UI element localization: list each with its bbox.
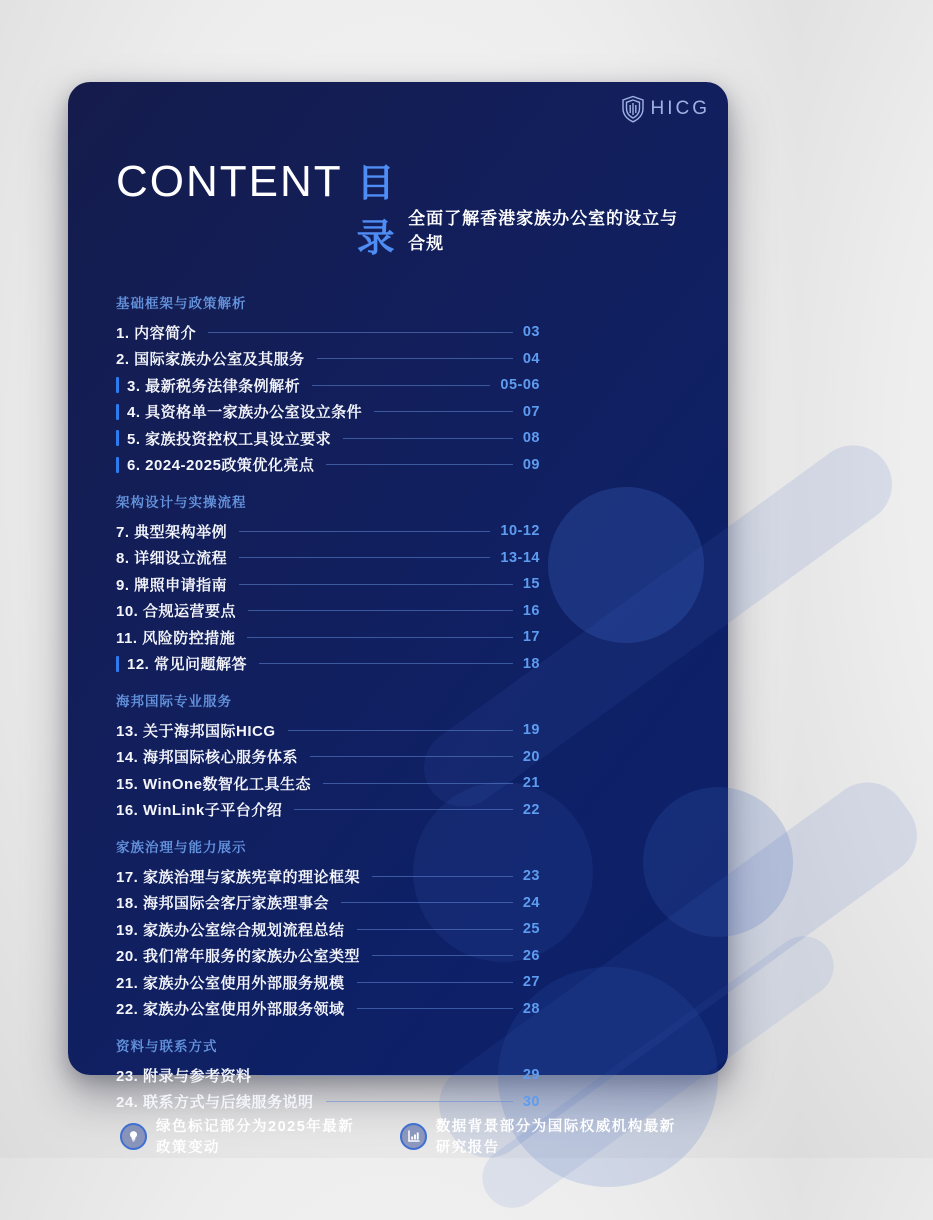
toc-item-page: 03 — [522, 324, 540, 341]
header — [116, 152, 680, 262]
page-subtitle: 全面了解香港家族办公室的设立与合规 — [408, 209, 679, 253]
leader-line — [372, 876, 513, 877]
toc-item-page: 07 — [522, 403, 540, 420]
toc-item-page: 24 — [522, 894, 540, 911]
toc-item[interactable] — [116, 598, 540, 625]
toc-item-page: 19 — [522, 722, 540, 739]
toc-item-page: 22 — [522, 801, 540, 818]
toc-item-page: 21 — [522, 775, 540, 792]
toc-item[interactable] — [116, 943, 540, 970]
toc-item-page: 20 — [522, 748, 540, 765]
leader-line — [247, 637, 513, 638]
leader-line — [374, 411, 513, 412]
toc-item-label[interactable]: 17. 家族治理与家族宪章的理论框架 — [116, 868, 361, 886]
toc-item[interactable] — [116, 969, 540, 996]
section-title: 海邦国际专业服务 — [116, 694, 232, 709]
toc-item-label[interactable]: 3. 最新税务法律条例解析 — [127, 377, 301, 395]
toc-item[interactable] — [116, 372, 540, 399]
toc-item-label[interactable]: 16. WinLink子平台介绍 — [116, 802, 283, 820]
toc-item-page: 25 — [522, 921, 540, 938]
leader-line — [239, 531, 490, 532]
policy-highlight-bar — [116, 377, 119, 393]
toc-item-label[interactable]: 2. 国际家族办公室及其服务 — [116, 351, 305, 369]
toc-item[interactable] — [116, 624, 540, 651]
leader-line — [326, 464, 512, 465]
toc-section — [116, 836, 540, 1022]
leader-line — [317, 358, 513, 359]
leader-line — [341, 902, 513, 903]
toc-item-label[interactable]: 15. WinOne数智化工具生态 — [116, 775, 312, 793]
policy-highlight-bar — [116, 457, 119, 473]
leader-line — [357, 929, 513, 930]
toc-item-page: 23 — [522, 868, 540, 885]
toc-section — [116, 1035, 540, 1115]
leader-line — [326, 1101, 513, 1102]
policy-highlight-bar — [116, 430, 119, 446]
toc-item[interactable] — [116, 319, 540, 346]
toc-item-page: 17 — [522, 629, 540, 646]
section-items — [116, 863, 540, 1022]
legend-data-text: 数据背景部分为国际权威机构最新研究报告 — [435, 1119, 676, 1156]
leader-line — [259, 663, 513, 664]
toc-item-page: 30 — [522, 1093, 540, 1110]
toc-item-page: 04 — [522, 350, 540, 367]
chart-icon — [400, 1123, 427, 1150]
leader-line — [264, 1075, 513, 1076]
leader-line — [372, 955, 513, 956]
section-items — [116, 1062, 540, 1115]
toc-item-label[interactable]: 23. 附录与参考资料 — [116, 1067, 252, 1085]
toc-item[interactable] — [116, 890, 540, 917]
toc-item-page: 13-14 — [500, 549, 540, 566]
toc-item-page: 18 — [522, 655, 540, 672]
toc-item-label[interactable]: 12. 常见问题解答 — [127, 656, 248, 674]
circle-decoration — [643, 787, 793, 937]
leader-line — [239, 557, 490, 558]
section-items — [116, 518, 540, 677]
leader-line — [208, 332, 513, 333]
toc-item-label[interactable]: 5. 家族投资控权工具设立要求 — [127, 430, 332, 448]
toc-item-page: 05-06 — [500, 377, 540, 394]
toc-item-label[interactable]: 1. 内容简介 — [116, 324, 197, 342]
policy-highlight-bar — [116, 404, 119, 420]
section-title: 资料与联系方式 — [116, 1039, 218, 1054]
toc-section — [116, 690, 540, 823]
legend-policy-text: 绿色标记部分为2025年最新政策变动 — [156, 1119, 355, 1156]
toc-item[interactable] — [116, 425, 540, 452]
toc-item[interactable] — [116, 1062, 540, 1089]
toc-section — [116, 491, 540, 677]
toc-item-label[interactable]: 24. 联系方式与后续服务说明 — [116, 1094, 314, 1112]
policy-highlight-bar — [116, 656, 119, 672]
toc-item[interactable] — [116, 797, 540, 824]
toc-item[interactable] — [116, 452, 540, 479]
leader-line — [343, 438, 513, 439]
toc-item[interactable] — [116, 717, 540, 744]
toc-item-label[interactable]: 8. 详细设立流程 — [116, 550, 228, 568]
toc-page-card — [68, 82, 728, 1156]
toc-item-label[interactable]: 6. 2024-2025政策优化亮点 — [127, 457, 315, 475]
toc-item-page: 09 — [522, 456, 540, 473]
toc-item-label[interactable]: 10. 合规运营要点 — [116, 603, 237, 621]
toc-item-page: 15 — [522, 576, 540, 593]
toc-item-page: 10-12 — [500, 523, 540, 540]
toc-item-label[interactable]: 4. 具资格单一家族办公室设立条件 — [127, 404, 363, 422]
leader-line — [323, 783, 513, 784]
title-english: CONTENT — [116, 157, 343, 206]
leader-line — [248, 610, 513, 611]
toc-item-label[interactable]: 11. 风险防控措施 — [116, 629, 236, 647]
title-chinese: 目录 — [356, 163, 401, 260]
leader-line — [357, 982, 513, 983]
toc-item-page: 08 — [522, 430, 540, 447]
toc-item[interactable] — [116, 916, 540, 943]
leader-line — [288, 730, 513, 731]
toc-item-label[interactable]: 14. 海邦国际核心服务体系 — [116, 749, 299, 767]
toc-item[interactable] — [116, 770, 540, 797]
leader-line — [312, 385, 490, 386]
toc-item-label[interactable]: 19. 家族办公室综合规划流程总结 — [116, 921, 345, 939]
leader-line — [239, 584, 513, 585]
page-title — [116, 152, 408, 262]
toc-item[interactable] — [116, 346, 540, 373]
toc-item-label[interactable]: 21. 家族办公室使用外部服务规模 — [116, 974, 345, 992]
toc-item-label[interactable]: 9. 牌照申请指南 — [116, 576, 228, 594]
circle-decoration — [548, 487, 704, 643]
section-title: 家族治理与能力展示 — [116, 840, 247, 855]
toc-item[interactable] — [116, 518, 540, 545]
legend-data-note — [400, 1115, 680, 1157]
leader-line — [310, 756, 513, 757]
logo-text: HICG — [650, 98, 710, 119]
hicg-logo — [621, 95, 711, 123]
toc-item[interactable] — [116, 571, 540, 598]
toc-item-page: 27 — [522, 974, 540, 991]
toc-item[interactable] — [116, 996, 540, 1023]
toc-item-page: 26 — [522, 947, 540, 964]
lightbulb-icon — [120, 1123, 147, 1150]
toc-item-label[interactable]: 22. 家族办公室使用外部服务领域 — [116, 1001, 345, 1019]
toc-item[interactable] — [116, 545, 540, 572]
toc-item-label[interactable]: 7. 典型架构举例 — [116, 523, 228, 541]
legend-policy-note — [120, 1115, 366, 1157]
toc-item[interactable] — [116, 651, 540, 678]
toc-item[interactable] — [116, 1089, 540, 1116]
shield-icon — [621, 95, 645, 123]
footer-legend — [116, 1115, 680, 1157]
leader-line — [294, 809, 513, 810]
toc-item[interactable] — [116, 863, 540, 890]
toc-item-page: 28 — [522, 1000, 540, 1017]
toc-section — [116, 292, 540, 478]
toc-item-label[interactable]: 13. 关于海邦国际HICG — [116, 722, 276, 740]
toc-item-page: 29 — [522, 1067, 540, 1084]
toc-item-page: 16 — [522, 602, 540, 619]
toc-item-label[interactable]: 18. 海邦国际会客厅家族理事会 — [116, 895, 330, 913]
leader-line — [357, 1008, 513, 1009]
toc-item[interactable] — [116, 399, 540, 426]
section-items — [116, 717, 540, 823]
section-title: 架构设计与实操流程 — [116, 495, 247, 510]
section-items — [116, 319, 540, 478]
toc-item-label[interactable]: 20. 我们常年服务的家族办公室类型 — [116, 948, 361, 966]
section-title: 基础框架与政策解析 — [116, 296, 247, 311]
toc-sections — [116, 292, 540, 1115]
toc-item[interactable] — [116, 744, 540, 771]
